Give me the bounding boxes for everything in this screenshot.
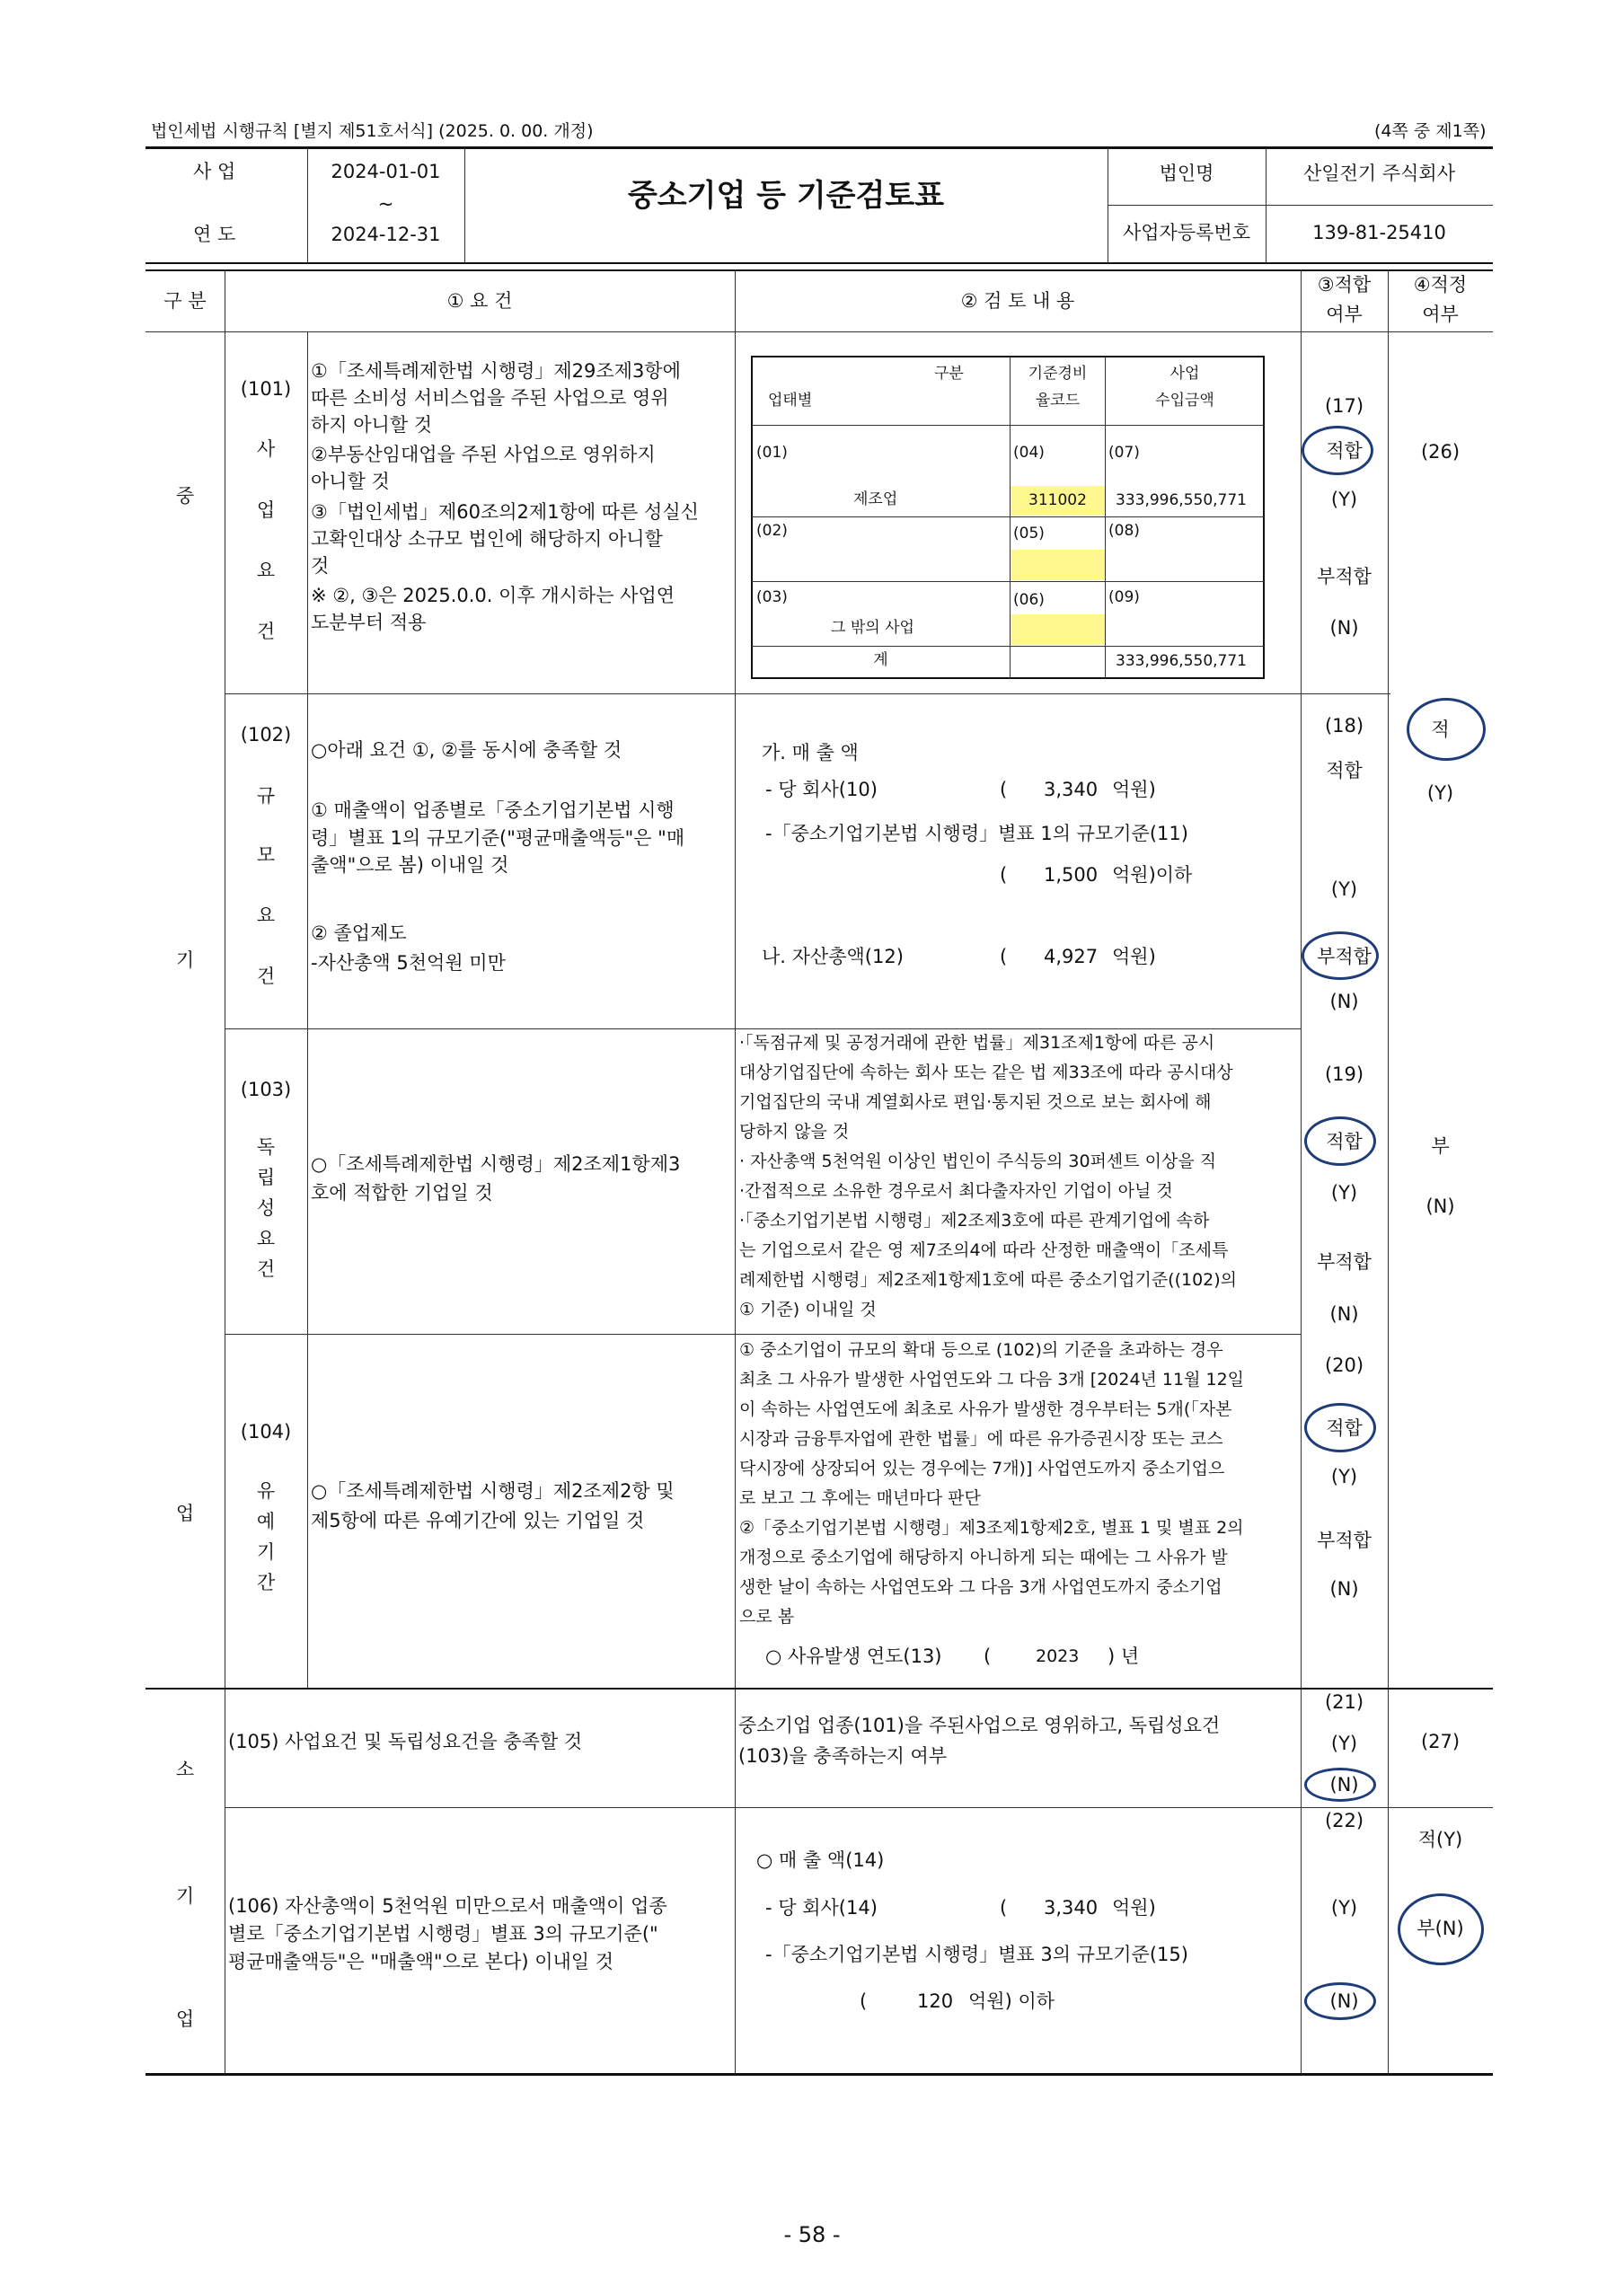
row103-rev-line: ·「중소기업기본법 시행령」제2조제3호에 따른 관계기업에 속하 [739,1211,1210,1231]
row103-fit-yes-circle [1304,1116,1376,1166]
row105-fit-n-circle [1304,1768,1376,1802]
page-title: 중소기업 등 기준검토표 [627,178,945,214]
unit: 억원) 이하 [968,1990,1055,2012]
row103-code: (103) [240,1079,292,1100]
unit: 억원)이하 [1112,864,1193,886]
row101-req-line: ③「법인세법」제60조의2제1항에 따른 성실신 [311,501,699,523]
row103-rev-line: · 자산총액 5천억원 이상인 법인이 주식등의 30퍼센트 이상을 직 [739,1151,1217,1171]
row102-char: 건 [256,966,276,987]
row103-code-highlight [1011,614,1105,645]
row101-fit-no-label: 부적합 [1317,566,1372,587]
row101-req-line: 것 [311,555,330,577]
row104-rev-line: 생한 날이 속하는 사업연도와 그 다음 3개 사업연도까지 중소기업 [739,1577,1222,1597]
table-r2-amt-no: (08) [1108,522,1140,540]
row104-char: 예 [256,1511,276,1532]
row102-rev-assets: 나. 자산총액(12) [762,946,904,967]
row104-rev-line: 으로 봄 [739,1607,795,1627]
row106-proper-no: 부(N) [1417,1918,1464,1939]
row104-rev-line: 최초 그 사유가 발생한 사업연도와 그 다음 3개 [2024년 11월 12일 [739,1370,1245,1390]
title-bottom-rule [146,262,1493,264]
fiscal-label-1: 사 업 [193,161,236,182]
row101-fit-yes: 적합 [1326,440,1363,462]
row105-rev-line2: (103)을 충족하는지 여부 [738,1745,948,1767]
row102-rev-sales: 가. 매 출 액 [762,742,859,763]
sme-char-3: 업 [175,1503,195,1524]
row106-proper-yes: 적(Y) [1417,1829,1463,1850]
row101-char: 업 [256,499,276,521]
proper-n: (N) [1425,1196,1455,1217]
row104-rev-line: 로 보고 그 후에는 매년마다 판단 [739,1488,981,1508]
row105-fit-no: (21) [1324,1691,1364,1713]
row102-req-line: -자산총액 5천억원 미만 [311,952,506,974]
row102-rev-company: - 당 회사(10) [765,779,878,800]
row105-rev-line1: 중소기업 업종(101)을 주된사업으로 영위하고, 독립성요건 [738,1715,1221,1736]
row102-req-line: 령」별표 1의 규모기준("평균매출액등"은 "매 [311,827,685,849]
row103-char: 건 [256,1258,276,1280]
row106-rev-std: -「중소기업기본법 시행령」별표 3의 규모기준(15) [765,1944,1188,1965]
row105-proper-no: (27) [1420,1731,1461,1752]
unit: 억원) [1112,1897,1156,1919]
row102-rev-std: -「중소기업기본법 시행령」별표 1의 규모기준(11) [765,823,1188,844]
row106-rev-company: - 당 회사(14) [765,1897,878,1919]
row101-req-line: 따른 소비성 서비스업을 주된 사업으로 영위 [311,387,669,409]
col-fit-2: 여부 [1326,304,1363,325]
row105-req: (105) 사업요건 및 독립성요건을 충족할 것 [228,1731,583,1752]
row101-fit-n: (N) [1329,617,1359,639]
row106-rev-std-val: 120 [917,1990,954,2012]
col-requirement: ① 요 건 [446,290,513,312]
table-total-label: 계 [873,651,888,669]
row104-rev-line: ②「중소기업기본법 시행령」제3조제1항제2호, 별표 1 및 별표 2의 [739,1518,1244,1538]
row104-fit-yes: 적합 [1326,1417,1363,1439]
row101-req-line: 하지 아니할 것 [311,414,433,436]
paren: ( [860,1990,868,2012]
row104-rev-line: 시장과 금융투자업에 관한 법률」에 따른 유가증권시장 또는 코스 [739,1429,1223,1449]
row103-rev-line: ① 기준) 이내일 것 [739,1300,877,1319]
unit: 억원) [1112,779,1156,800]
paren: ( [1000,864,1008,886]
row104-char: 유 [256,1480,276,1502]
row104-req-line: 제5항에 따른 유예기간에 있는 기업일 것 [311,1510,645,1531]
top-rule [146,146,1493,149]
period-start: 2024-01-01 [331,161,441,182]
table-r1-amt-no: (07) [1108,444,1140,462]
row106-req-line: 평균매출액등"은 "매출액"으로 본다) 이내일 것 [228,1951,614,1972]
row102-req-line: ② 졸업제도 [311,922,407,944]
row102-fit-yes: 적합 [1326,760,1363,781]
row103-rev-line: 례제한법 시행령」제2조제1항제1호에 따른 중소기업기준((102)의 [739,1270,1238,1290]
paren: ( [1000,946,1008,967]
row101-char: 사 [256,438,276,460]
row103-rev-line: ·간접적으로 소유한 경우로서 최다출자자인 기업이 아닐 것 [739,1181,1173,1201]
row103-char: 요 [256,1228,276,1249]
row102-fit-n: (N) [1329,991,1359,1012]
row102-fit-no: (18) [1324,715,1364,737]
row102-fit-y: (Y) [1330,878,1358,900]
table-biz: 업태별 [768,392,813,410]
row103-char: 성 [256,1197,276,1219]
row104-fit-no: (20) [1324,1354,1364,1376]
page-number: - 58 - [783,2222,841,2247]
row102-char: 규 [256,785,276,807]
proper-yes-circle [1407,698,1486,761]
table-amt-h2: 수입금액 [1155,392,1214,410]
row102-req-line: ① 매출액이 업종별로「중소기업기본법 시행 [311,799,675,821]
row103-rev-line: 기업집단의 국내 계열회사로 편입·통지된 것으로 보는 회사에 해 [739,1092,1212,1112]
row106-rev-sales: ○ 매 출 액(14) [756,1849,885,1871]
row102-char: 요 [256,904,276,926]
row102-rev-std-val: 1,500 [1044,864,1099,886]
row102-req-line: ○아래 요건 ①, ②를 동시에 충족할 것 [311,739,622,761]
row103-fit-no: (19) [1324,1063,1364,1085]
col-fit-1: ③적합 [1317,274,1372,296]
row104-fit-yes-circle [1304,1403,1376,1452]
row104-fit-no-label: 부적합 [1317,1530,1372,1551]
period-tilde: ~ [377,193,394,215]
row106-rev-company-val: 3,340 [1044,1897,1099,1919]
row104-rev-year-label: ○ 사유발생 연도(13) [765,1646,942,1667]
sme-char-1: 중 [175,485,195,507]
row102-fit-no-circle [1302,931,1379,980]
row106-fit-y: (Y) [1330,1897,1358,1919]
row103-char: 립 [256,1167,276,1188]
proper-yes: 적 [1431,719,1450,740]
row103-char: 독 [256,1136,276,1158]
row101-req-line: ※ ②, ③은 2025.0.0. 이후 개시하는 사업연 [311,585,675,606]
unit: 억원) [1112,946,1156,967]
table-r2-no: (02) [756,522,788,540]
proper-y: (Y) [1426,782,1454,804]
row106-proper-no-circle [1398,1893,1484,1965]
row104-req-line: ○「조세특례제한법 시행령」제2조제2항 및 [311,1480,675,1502]
row104-rev-line: 개정으로 중소기업에 해당하지 아니하게 되는 때에는 그 사유가 발 [739,1548,1228,1567]
row101-char: 건 [256,621,276,642]
row101-fit-no: (17) [1324,395,1364,417]
small-char-1: 소 [175,1759,195,1780]
row104-fit-n: (N) [1329,1578,1359,1600]
table-amt-h1: 사업 [1169,365,1200,383]
row101-code: (101) [240,378,292,400]
table-r1-code-no: (04) [1013,444,1045,462]
row103-fit-yes: 적합 [1326,1131,1363,1152]
sme-char-2: 기 [175,949,195,971]
row106-fit-n: (N) [1329,1990,1359,2012]
row103-rev-line: 대상기업집단에 속하는 회사 또는 같은 법 제33조에 따라 공시대상 [739,1063,1233,1082]
row102-req-line: 출액"으로 봄) 이내일 것 [311,854,509,876]
row106-req-line: (106) 자산총액이 5천억원 미만으로서 매출액이 업종 [228,1895,667,1917]
row103-fit-no-label: 부적합 [1317,1251,1372,1273]
row101-fit-yes-circle [1302,426,1373,475]
bizno-label: 사업자등록번호 [1122,222,1250,243]
paren: ( [1000,1897,1008,1919]
row102-char: 모 [256,844,276,866]
col-proper-1: ④적정 [1413,274,1468,296]
row104-char: 기 [256,1541,276,1563]
row101-req-line: ②부동산임대업을 주된 사업으로 영위하지 [311,444,656,465]
table-gubun: 구분 [934,365,964,383]
row101-char: 요 [256,560,276,581]
row101-req-line: 고확인대상 소규모 법인에 해당하지 아니할 [311,528,663,550]
table-r3-code-no: (06) [1013,591,1045,609]
table-r1-no: (01) [756,444,788,462]
paren: ( [984,1646,992,1667]
small-char-3: 업 [175,2008,195,2030]
row102-code: (102) [240,724,292,746]
col-proper-2: 여부 [1422,304,1459,325]
period-end: 2024-12-31 [331,224,441,245]
row105-fit-n: (N) [1329,1774,1359,1795]
table-r3-no: (03) [756,588,788,606]
row103-rev-line: 는 기업으로서 같은 영 제7조의4에 따라 산정한 매출액이「조세특 [739,1240,1229,1260]
row101-req-line: ①「조세특례제한법 시행령」제29조제3항에 [311,360,681,382]
row102-code-highlight [1011,550,1105,580]
table-r3-amt-no: (09) [1108,588,1140,606]
page-of-label: (4쪽 중 제1쪽) [1374,121,1487,141]
bizno: 139-81-25410 [1312,222,1446,243]
row103-rev-line: 당하지 않을 것 [739,1122,850,1142]
unit: ) 년 [1108,1646,1140,1667]
corp-name: 산일전기 주식회사 [1303,163,1455,184]
col-category: 구 분 [163,290,207,312]
row101-req-line: 아니할 것 [311,471,390,492]
table-code-h2: 율코드 [1035,392,1081,410]
table-r2-code-no: (05) [1013,525,1045,543]
row106-fit-no: (22) [1324,1810,1364,1831]
proper-no: 부 [1431,1135,1450,1157]
row102-rev-assets-val: 4,927 [1044,946,1099,967]
corp-name-label: 법인명 [1159,163,1214,184]
row103-fit-y: (Y) [1330,1182,1358,1204]
fiscal-label-2: 연 도 [193,224,236,245]
table-r1-amt: 333,996,550,771 [1116,491,1248,509]
small-char-2: 기 [175,1885,195,1907]
row106-fit-n-circle [1304,1982,1376,2020]
row102-rev-company-val: 3,340 [1044,779,1099,800]
row103-fit-n: (N) [1329,1303,1359,1325]
row103-req-line: ○「조세특례제한법 시행령」제2조제1항제3 [311,1153,681,1175]
table-r1-name: 제조업 [853,490,898,508]
row101-proper-no: (26) [1420,441,1461,463]
row104-rev-line: ① 중소기업이 규모의 확대 등으로 (102)의 기준을 초과하는 경우 [739,1340,1223,1360]
row104-code: (104) [240,1421,292,1443]
form-reference: 법인세법 시행규칙 [별지 제51호서식] (2025. 0. 00. 개정) [151,121,594,141]
row104-rev-line: 이 속하는 사업연도에 최초로 사유가 발생한 경우부터는 5개(「자본 [739,1399,1232,1419]
table-top-rule [146,269,1493,271]
row105-fit-y: (Y) [1330,1733,1358,1754]
row103-req-line: 호에 적합한 기업일 것 [311,1182,493,1204]
row104-char: 간 [256,1572,276,1593]
row104-rev-line: 닥시장에 상장되어 있는 경우에는 7개)] 사업연도까지 중소기업으 [739,1459,1225,1478]
row103-rev-line: ·「독점규제 및 공정거래에 관한 법률」제31조제1항에 따른 공시 [739,1033,1215,1053]
col-review: ② 검 토 내 용 [960,290,1075,312]
row101-req-line: 도분부터 적용 [311,612,427,633]
table-r3-name: 그 밖의 사업 [831,619,914,637]
paren: ( [1000,779,1008,800]
row106-req-line: 별로「중소기업기본법 시행령」별표 3의 규모기준(" [228,1923,658,1945]
row104-fit-y: (Y) [1330,1466,1358,1487]
row102-fit-no-label: 부적합 [1317,946,1372,967]
row104-rev-year: 2023 [1036,1646,1080,1666]
table-r1-code: 311002 [1028,491,1087,509]
row101-fit-y: (Y) [1330,489,1358,510]
table-total-amt: 333,996,550,771 [1116,652,1248,670]
table-code-h1: 기준경비 [1028,365,1088,383]
